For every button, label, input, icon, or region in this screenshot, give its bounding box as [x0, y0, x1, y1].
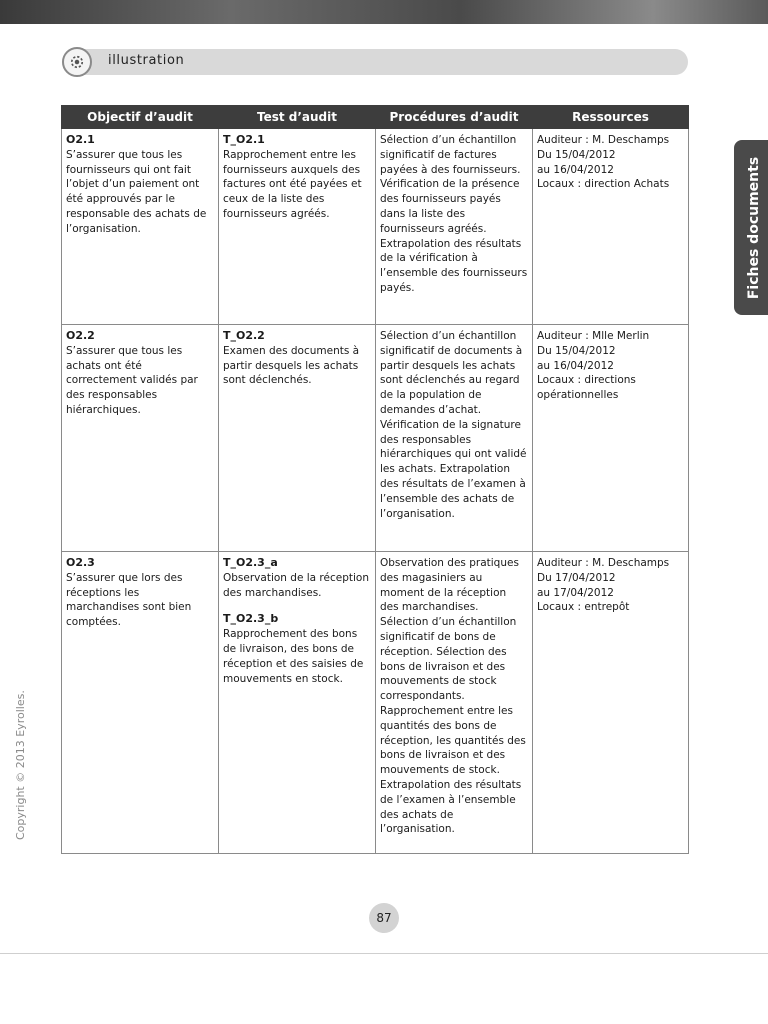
resources-cell — [533, 552, 689, 854]
table-header-row — [62, 106, 689, 129]
procedures-cell: Sélection d’un échantillon significatif de factures payées à des fournisseurs. Vérification de la présence des fournisseurs payés dans la liste des fournisseurs agréés. Extrapolation des résultats de la vérification à l’ensemble des fournisseurs payés. — [376, 129, 533, 325]
objective-cell — [62, 552, 219, 854]
resource-location: Locaux : entrepôt — [537, 601, 630, 614]
resource-end-date: au 16/04/2012 — [537, 359, 614, 372]
side-tab-label: Fiches documents — [746, 156, 762, 299]
resource-location: Locaux : directions opérationnelles — [537, 374, 636, 402]
top-banner-image — [0, 0, 768, 24]
resource-auditor: Auditeur : M. Deschamps — [537, 557, 670, 569]
objective-code: O2.3 — [66, 556, 95, 569]
section-title: illustration — [108, 53, 185, 68]
resource-start-date: Du 17/04/2012 — [537, 571, 616, 584]
table-row — [62, 552, 689, 854]
side-tab — [734, 140, 768, 315]
objective-cell — [62, 129, 219, 325]
objective-text: S’assurer que tous les achats ont été correctement validés par des responsables hiérarchiques. — [66, 344, 198, 416]
footer-divider — [0, 953, 768, 954]
resource-end-date: au 17/04/2012 — [537, 586, 614, 599]
column-header: Ressources — [533, 106, 689, 129]
test-cell — [219, 552, 376, 854]
objective-text: S’assurer que tous les fournisseurs qui ont fait l’objet d’un paiement ont été approuvés par le responsable des achats de l’organisation. — [66, 148, 207, 235]
copyright-notice: Copyright © 2013 Eyrolles. — [14, 690, 27, 840]
page-number: 87 — [369, 903, 399, 933]
test-code: T_O2.3_a — [223, 556, 278, 569]
objective-code: O2.2 — [66, 329, 95, 342]
test-text: Rapprochement entre les fournisseurs auxquels des factures ont été payées et ceux de la liste des fournisseurs agréés. — [223, 148, 362, 220]
resource-start-date: Du 15/04/2012 — [537, 344, 616, 357]
procedures-cell: Observation des pratiques des magasiniers au moment de la réception des marchandises. Sélection d’un échantillon significatif de bons de réception. Sélection des bons de livraison et des mouvements de stock correspondants. Rapprochement entre les quantités des bons de réception, les quantités des bons de livraison et des mouvements de stock. Extrapolation des résultats de l’examen à l’ensemble des achats de l’organisation. — [376, 552, 533, 854]
resource-start-date: Du 15/04/2012 — [537, 148, 616, 161]
resource-auditor: Auditeur : M. Deschamps — [537, 134, 670, 146]
resources-cell — [533, 325, 689, 552]
test-code: T_O2.2 — [223, 329, 265, 342]
resource-end-date: au 16/04/2012 — [537, 163, 614, 176]
procedures-cell: Sélection d’un échantillon significatif de documents à partir desquels les achats sont déclenchés au regard de la population de demandes d’achat. Vérification de la signature des responsables hiérarchiques qui ont validé les achats. Extrapolation des résultats de l’examen à l’ensemble des achats de l’organisation. — [376, 325, 533, 552]
column-header: Test d’audit — [219, 106, 376, 129]
objective-code: O2.1 — [66, 133, 95, 146]
audit-table — [61, 105, 689, 854]
objective-text: S’assurer que lors des réceptions les marchandises sont bien comptées. — [66, 571, 192, 629]
test-text: Observation de la réception des marchandises. — [223, 571, 369, 599]
test-cell — [219, 325, 376, 552]
test-code: T_O2.1 — [223, 133, 265, 146]
test-code: T_O2.3_b — [223, 612, 279, 626]
test-text: Rapprochement des bons de livraison, des bons de réception et des saisies de mouvements en stock. — [223, 628, 364, 685]
column-header: Objectif d’audit — [62, 106, 219, 129]
table-row — [62, 325, 689, 552]
table-row — [62, 129, 689, 325]
resource-location: Locaux : direction Achats — [537, 178, 670, 191]
test-cell — [219, 129, 376, 325]
resources-cell — [533, 129, 689, 325]
gear-icon — [62, 47, 92, 77]
test-text: Examen des documents à partir desquels les achats sont déclenchés. — [223, 344, 360, 387]
resource-auditor: Auditeur : Mlle Merlin — [537, 330, 650, 342]
objective-cell — [62, 325, 219, 552]
column-header: Procédures d’audit — [376, 106, 533, 129]
